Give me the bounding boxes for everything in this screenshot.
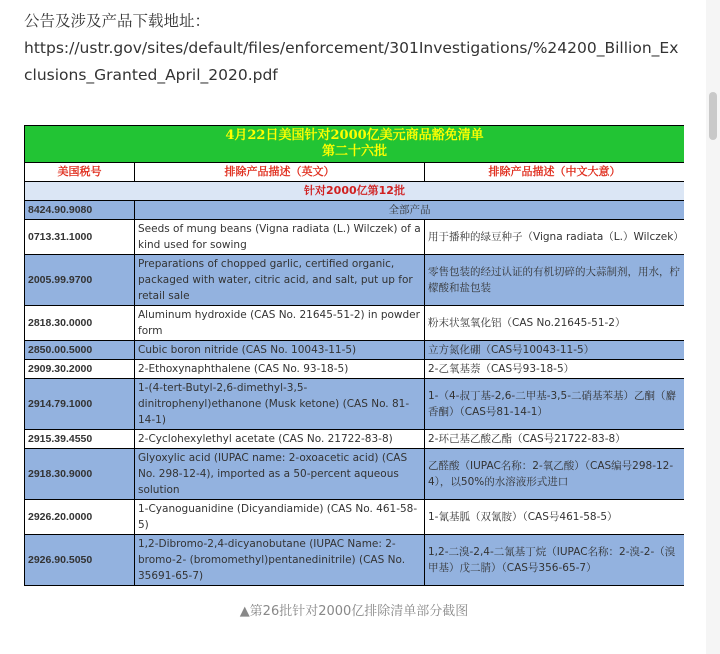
table-row <box>25 535 685 586</box>
cn-desc-cell: 1,2-二溴-2,4-二氰基丁烷（IUPAC名称：2-溴-2-（溴甲基）戊二腈）（CAS号356-65-7） <box>425 535 685 586</box>
table-row <box>25 430 685 449</box>
header-en: 排除产品描述（英文） <box>135 163 425 182</box>
tariff-code-cell: 0713.31.1000 <box>25 220 135 255</box>
en-desc-cell: Preparations of chopped garlic, certified organic, packaged with water, citric acid, and salt, put up for retail sale <box>135 255 425 306</box>
en-desc-cell: 1-Cyanoguanidine (Dicyandiamide) (CAS No. 461-58-5) <box>135 500 425 535</box>
figure-caption: ▲第26批针对2000亿排除清单部分截图 <box>239 604 469 619</box>
cn-desc-cell: 2-环己基乙酸乙酯（CAS号21722-83-8） <box>425 430 685 449</box>
tariff-code-cell: 2914.79.1000 <box>25 379 135 430</box>
en-desc-cell: 2-Cyclohexylethyl acetate (CAS No. 21722-83-8) <box>135 430 425 449</box>
table-row <box>25 379 685 430</box>
en-desc-cell: Glyoxylic acid (IUPAC name: 2-oxoacetic acid) (CAS No. 298-12-4), imported as a 50-percent aqueous solution <box>135 449 425 500</box>
en-desc-cell: 2-Ethoxynaphthalene (CAS No. 93-18-5) <box>135 360 425 379</box>
header-code: 美国税号 <box>25 163 135 182</box>
table-title-row <box>25 126 685 163</box>
article-intro <box>24 8 684 89</box>
tariff-code-cell: 2926.90.5050 <box>25 535 135 586</box>
tariff-code-cell: 2850.00.5000 <box>25 341 135 360</box>
en-desc-cell: 1-(4-tert-Butyl-2,6-dimethyl-3,5-dinitrophenyl)ethanone (Musk ketone) (CAS No. 81-14-1) <box>135 379 425 430</box>
section-row <box>25 182 685 201</box>
tariff-code-cell: 2818.30.0000 <box>25 306 135 341</box>
table-header-row <box>25 163 685 182</box>
all-products-code: 8424.90.9080 <box>25 201 135 220</box>
en-desc-cell: Seeds of mung beans (Vigna radiata (L.) Wilczek) of a kind used for sowing <box>135 220 425 255</box>
section-label: 针对2000亿第12批 <box>25 182 685 201</box>
all-products-row <box>25 201 685 220</box>
cn-desc-cell: 用于播种的绿豆种子（Vigna radiata（L.）Wilczek） <box>425 220 685 255</box>
scrollbar-thumb[interactable] <box>709 92 717 140</box>
tariff-code-cell: 2926.20.0000 <box>25 500 135 535</box>
cn-desc-cell: 零售包装的经过认证的有机切碎的大蒜制剂，用水，柠檬酸和盐包装 <box>425 255 685 306</box>
en-desc-cell: 1,2-Dibromo-2,4-dicyanobutane (IUPAC Name: 2-bromo-2- (bromomethyl)pentanedinitrile) (CAS No. 35691-65-7) <box>135 535 425 586</box>
exclusion-table-image <box>24 125 684 587</box>
table-row <box>25 220 685 255</box>
en-desc-cell: Aluminum hydroxide (CAS No. 21645-51-2) in powder form <box>135 306 425 341</box>
table-row <box>25 500 685 535</box>
table-row <box>25 449 685 500</box>
all-products-label: 全部产品 <box>135 201 685 220</box>
table-row <box>25 306 685 341</box>
download-url-text: https://ustr.gov/sites/default/files/enforcement/301Investigations/%24200_Billion_Exclusions_Granted_April_2020.pdf <box>24 39 679 84</box>
tariff-code-cell: 2005.99.9700 <box>25 255 135 306</box>
en-desc-cell: Cubic boron nitride (CAS No. 10043-11-5) <box>135 341 425 360</box>
cn-desc-cell: 1-氰基胍（双氰胺）（CAS号461-58-5） <box>425 500 685 535</box>
exclusion-table <box>24 125 684 586</box>
table-row <box>25 360 685 379</box>
tariff-code-cell: 2909.30.2000 <box>25 360 135 379</box>
table-row <box>25 341 685 360</box>
cn-desc-cell: 粉末状氢氧化铝（CAS No.21645-51-2） <box>425 306 685 341</box>
header-cn: 排除产品描述（中文大意） <box>425 163 685 182</box>
cn-desc-cell: 乙醛酸（IUPAC名称：2-氧乙酸）（CAS编号298-12-4），以50%的水溶液形式进口 <box>425 449 685 500</box>
tariff-code-cell: 2915.39.4550 <box>25 430 135 449</box>
tariff-code-cell: 2918.30.9000 <box>25 449 135 500</box>
cn-desc-cell: 2-乙氧基萘（CAS号93-18-5） <box>425 360 685 379</box>
cn-desc-cell: 立方氮化硼（CAS号10043-11-5） <box>425 341 685 360</box>
table-row <box>25 255 685 306</box>
download-label: 公告及涉及产品下载地址： <box>24 12 211 30</box>
table-subtitle: 第二十六批 <box>322 144 388 159</box>
cn-desc-cell: 1-（4-叔丁基-2,6-二甲基-3,5-二硝基苯基）乙酮（麝香酮）（CAS号81-14-1） <box>425 379 685 430</box>
page-scrollbar[interactable] <box>706 0 720 654</box>
table-title: 4月22日美国针对2000亿美元商品豁免清单 <box>225 128 484 143</box>
